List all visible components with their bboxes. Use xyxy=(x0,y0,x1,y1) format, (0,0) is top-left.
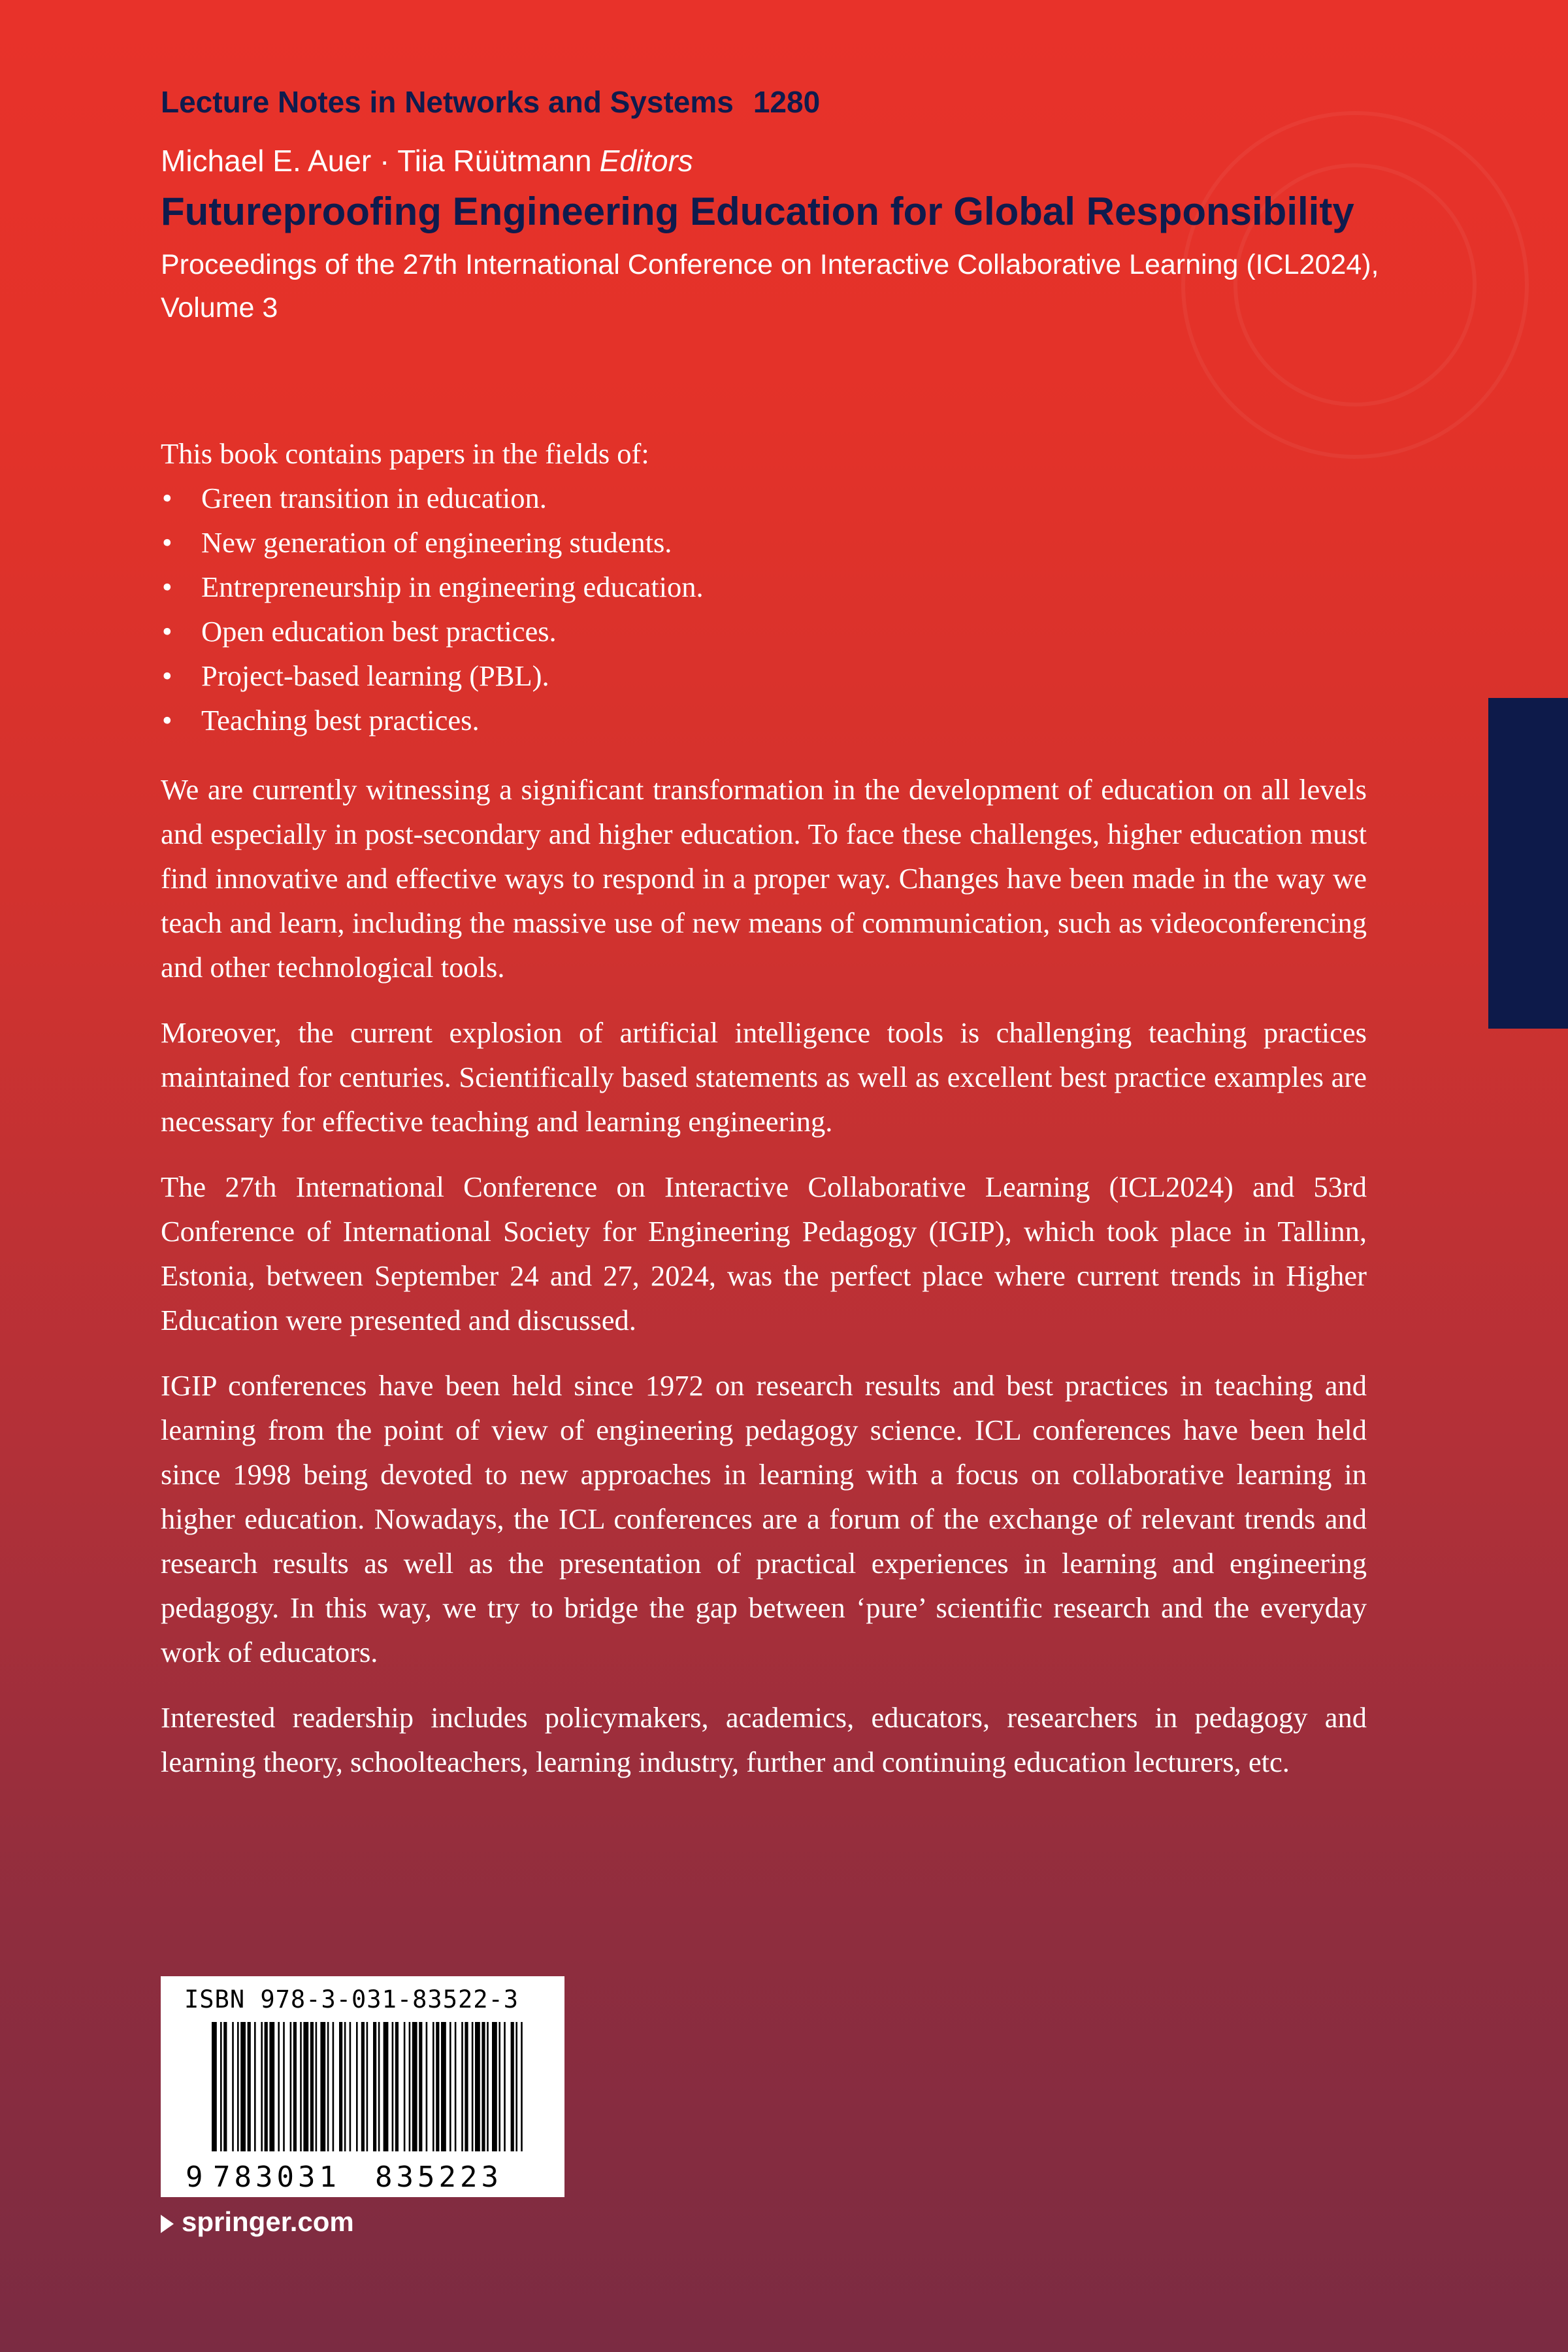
barcode-bar xyxy=(498,2022,500,2153)
barcode-bar xyxy=(449,2022,451,2153)
list-item: • Teaching best practices. xyxy=(161,698,1367,742)
barcode-bar xyxy=(511,2022,514,2153)
barcode-bar xyxy=(373,2022,376,2153)
barcode-bar xyxy=(492,2022,497,2153)
barcode-bar xyxy=(283,2022,285,2153)
barcode-bar xyxy=(392,2022,394,2153)
series-name: Lecture Notes in Networks and Systems xyxy=(161,85,734,119)
barcode-bar xyxy=(404,2022,406,2153)
barcode-bar xyxy=(240,2022,246,2153)
list-item: • Open education best practices. xyxy=(161,609,1367,654)
barcode-bar xyxy=(316,2022,318,2153)
barcode-bar xyxy=(461,2022,463,2153)
barcode-bar xyxy=(472,2022,474,2153)
list-item: • New generation of engineering students. xyxy=(161,520,1367,565)
barcode-bar xyxy=(237,2022,239,2153)
barcode-bar xyxy=(269,2022,274,2153)
barcode-bar xyxy=(310,2022,314,2153)
barcode-bar xyxy=(248,2022,251,2153)
paragraph: Moreover, the current explosion of artificial intelligence tools is challenging teaching practices maintained for centuries. Scientifically based statements as well as excellent best practice examples are necessary for effective teaching and learning engineering. xyxy=(161,1016,1367,1138)
barcode-bar xyxy=(333,2022,335,2153)
list-item: • Project-based learning (PBL). xyxy=(161,654,1367,698)
barcode-bar xyxy=(320,2022,325,2153)
barcode-bar xyxy=(290,2022,292,2153)
barcode-bar xyxy=(350,2022,351,2153)
barcode-bar xyxy=(265,2022,268,2153)
barcode-bar xyxy=(426,2022,428,2153)
barcode-bar xyxy=(254,2022,256,2153)
barcode-left-digits: 783031 xyxy=(213,2161,340,2194)
blurb-body xyxy=(161,431,1367,1805)
barcode-bar xyxy=(344,2022,346,2153)
barcode-bar xyxy=(482,2022,485,2153)
barcode-bar xyxy=(303,2022,308,2153)
series-volume: 1280 xyxy=(753,85,821,119)
barcode-bar xyxy=(441,2022,446,2153)
barcode-bar xyxy=(378,2022,380,2153)
paragraph: Interested readership includes policymakers, academics, educators, researchers in pedagogy and learning theory, schoolteachers, learning industry, further and continuing education lecturers, etc. xyxy=(161,1701,1367,1778)
isbn-barcode xyxy=(161,1976,564,2197)
barcode-bar xyxy=(278,2022,280,2153)
publisher-website[interactable]: springer.com xyxy=(182,2206,354,2237)
barcode-bar xyxy=(339,2022,342,2153)
barcode-bar xyxy=(327,2022,329,2153)
barcode-bar xyxy=(412,2022,417,2153)
series-line xyxy=(161,81,1441,123)
barcode-bar xyxy=(455,2022,457,2153)
play-arrow-icon xyxy=(161,2215,174,2233)
barcode-bar xyxy=(232,2022,234,2153)
paragraph: We are currently witnessing a significant transformation in the development of education on all levels and especially in post-secondary and higher education. To face these challenges, higher education must find innovative and effective ways to respond in a proper way. Changes have been made in the way we teach and learn, including the massive use of new means of communication, such as videoconferencing and other technological tools. xyxy=(161,773,1367,984)
editors-line xyxy=(161,140,1441,182)
barcode-right-digits: 835223 xyxy=(375,2161,502,2194)
book-title: Futureproofing Engineering Education for Global Responsibility xyxy=(161,190,1354,233)
barcode-bar xyxy=(356,2022,358,2153)
barcode-bar xyxy=(223,2022,227,2153)
publisher-footer[interactable] xyxy=(161,2202,354,2242)
barcode-bar xyxy=(436,2022,439,2153)
spine-color-tab xyxy=(1488,698,1568,1029)
barcode-bar xyxy=(475,2022,480,2153)
list-item: • Green transition in education. xyxy=(161,476,1367,520)
fields-list xyxy=(161,476,1367,742)
barcode-first-digit: 9 xyxy=(186,2161,203,2194)
list-item: • Entrepreneurship in engineering education. xyxy=(161,565,1367,609)
barcode-bar xyxy=(293,2022,297,2153)
barcode-bar xyxy=(384,2022,389,2153)
paragraph: The 27th International Conference on Interactive Collaborative Learning (ICL2024) and 53rd Conference of International Society for Engineering Pedagogy (IGIP), which took place in Tallinn, Estonia, between September 24 and 27, 2024, was the perfect place where current trends in Higher Education were presented and discussed. xyxy=(161,1170,1367,1336)
barcode-bar xyxy=(395,2022,399,2153)
barcode-graphic xyxy=(161,1976,564,2197)
book-subtitle: Proceedings of the 27th International Conference on Interactive Collaborative Learning (ICL2024), Volume 3 xyxy=(161,249,1379,323)
fields-intro: This book contains papers in the fields of: xyxy=(161,437,649,470)
barcode-bar xyxy=(465,2022,468,2153)
editor-role: Editors xyxy=(599,144,693,178)
barcode-bar xyxy=(300,2022,302,2153)
barcode-bar xyxy=(419,2022,422,2153)
barcode-bar xyxy=(433,2022,434,2153)
editor-names: Michael E. Auer · Tiia Rüütmann xyxy=(161,144,592,178)
isbn-label: ISBN 978-3-031-83522-3 xyxy=(184,1985,519,2013)
barcode-bar xyxy=(487,2022,489,2153)
paragraph: IGIP conferences have been held since 1972 on research results and best practices in teaching and learning from the point of view of engineering pedagogy science. ICL conferences have been held since 1998 being devoted to new approaches in learning with a focus on collaborative learning in higher education. Nowadays, the ICL conferences are a forum of the exchange of relevant trends and research results as well as the presentation of practical experiences in learning and engineering pedagogy. In this way, we try to bridge the gap between ‘pure’ scientific research and the everyday work of educators. xyxy=(161,1369,1367,1668)
barcode-bar xyxy=(409,2022,411,2153)
barcode-bar xyxy=(515,2022,517,2153)
barcode-bar xyxy=(261,2022,263,2153)
barcode-bar xyxy=(504,2022,506,2153)
cover-header xyxy=(161,81,1441,329)
